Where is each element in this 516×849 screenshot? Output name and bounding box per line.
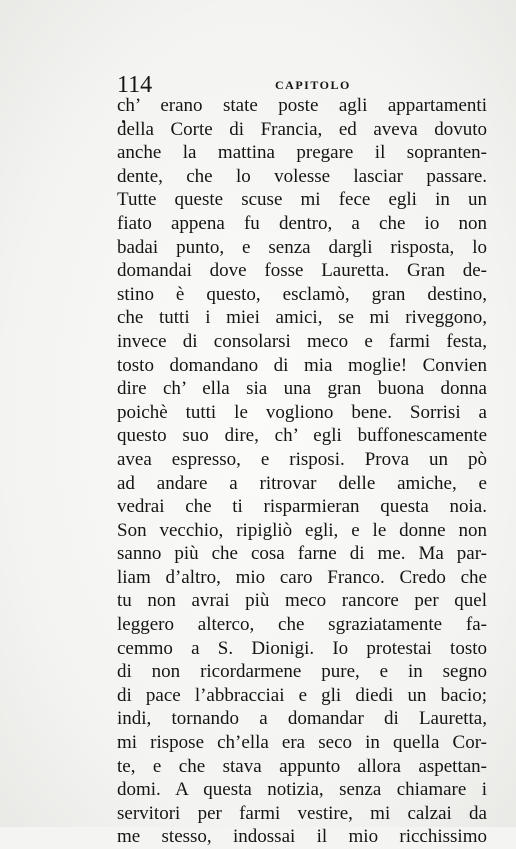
text-line: liam d’altro, mio caro Franco. Credo che xyxy=(117,566,487,588)
page-number: 114 xyxy=(117,72,153,98)
text-line: anche la mattina pregare il sopranten- xyxy=(117,142,487,164)
text-line: tu non avrai più meco rancore per quel xyxy=(117,590,487,612)
text-line: leggero alterco, che sgraziatamente fa- xyxy=(117,614,487,636)
text-line: domi. A questa notizia, senza chiamare i xyxy=(117,779,487,801)
text-line: dire ch’ ella sia una gran buona donna xyxy=(117,378,487,400)
text-line: indi, tornando a domandar di Lauretta, xyxy=(117,708,487,730)
text-line: Son vecchio, ripigliò egli, e le donne non xyxy=(117,519,487,541)
text-line: te, e che stava appunto allora aspettan- xyxy=(117,755,487,777)
text-line: domandai dove fosse Lauretta. Gran de- xyxy=(117,260,487,282)
text-line: avea espresso, e risposi. Prova un pò xyxy=(117,448,487,470)
text-line: me stesso, indossai il mio ricchissimo xyxy=(117,826,487,848)
text-line: ad andare a ritrovar delle amiche, e xyxy=(117,472,487,494)
text-line: tosto domandano di mia moglie! Convien xyxy=(117,354,487,376)
text-line: dente, che lo volesse lasciar passare. xyxy=(117,165,487,187)
text-line: invece di consolarsi meco e farmi festa, xyxy=(117,330,487,352)
text-line: sanno più che cosa farne di me. Ma par- xyxy=(117,543,487,565)
text-line: servitori per farmi vestire, mi calzai da xyxy=(117,802,487,824)
body-text xyxy=(117,94,487,849)
text-line: che tutti i miei amici, se mi riveggono, xyxy=(117,307,487,329)
text-line: fiato appena fu dentro, a che io non xyxy=(117,212,487,234)
text-line: della Corte di Francia, ed aveva dovuto xyxy=(117,118,487,140)
text-line: mi rispose ch’ella era seco in quella Cor- xyxy=(117,732,487,754)
text-line: Tutte queste scuse mi fece egli in un xyxy=(117,189,487,211)
text-line: di non ricordarmene pure, e in segno xyxy=(117,661,487,683)
text-line: cemmo a S. Dionigi. Io protestai tosto xyxy=(117,637,487,659)
text-line: ch’ erano state poste agli appartamenti xyxy=(117,95,487,116)
running-head: CAPITOLO xyxy=(275,78,351,92)
text-line: badai punto, e senza dargli risposta, lo xyxy=(117,236,487,258)
text-line: di pace l’abbracciai e gli diedi un bacio; xyxy=(117,684,487,706)
text-line: vedrai che ti risparmieran questa noia. xyxy=(117,496,487,518)
text-line: stino è questo, esclamò, gran destino, xyxy=(117,283,487,305)
text-line: questo suo dire, ch’ egli buffonescamente xyxy=(117,425,487,447)
text-line: poichè tutti le vogliono bene. Sorrisi a xyxy=(117,401,487,423)
